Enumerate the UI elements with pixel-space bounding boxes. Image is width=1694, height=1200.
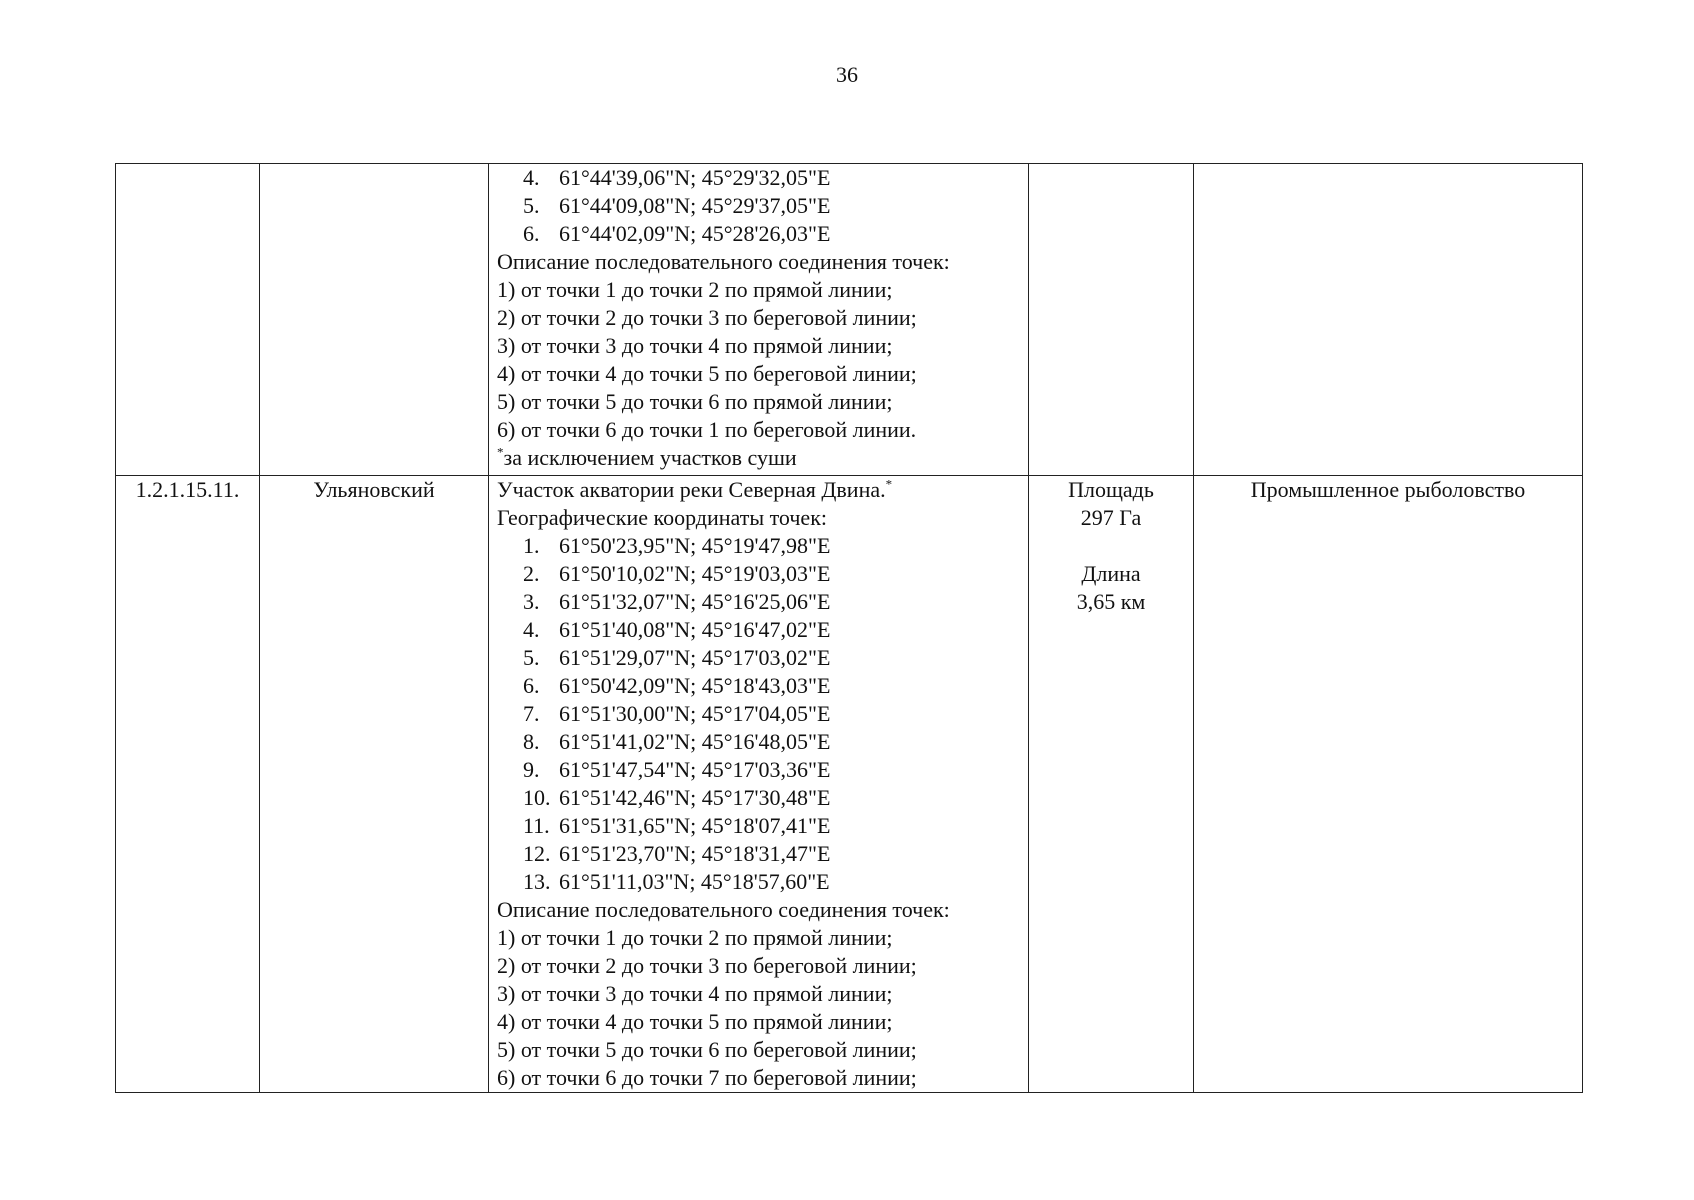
connection-item: 6) от точки 6 до точки 7 по береговой линии; <box>497 1065 917 1090</box>
area-name-cell: Ульяновский <box>260 476 489 1093</box>
coordinate-item <box>497 868 1020 896</box>
connection-list <box>497 276 1020 444</box>
area-description-cell <box>489 164 1029 476</box>
footnote-mark: * <box>885 476 893 492</box>
footnote-mark: * <box>497 444 504 460</box>
coordinate-item <box>497 220 1020 248</box>
coordinate-item <box>497 616 1020 644</box>
connection-list <box>497 924 1020 1092</box>
coordinate-item <box>497 672 1020 700</box>
connection-item: 4) от точки 4 до точки 5 по береговой линии; <box>497 361 917 386</box>
connection-item: 5) от точки 5 до точки 6 по прямой линии; <box>497 389 893 414</box>
footnote <box>497 444 1020 472</box>
connection-item: 4) от точки 4 до точки 5 по прямой линии; <box>497 1009 893 1034</box>
row-number-cell <box>116 164 260 476</box>
coordinate-value: 61°50'23,95"N; 45°19'47,98"E <box>559 533 831 558</box>
coordinate-list <box>497 532 1020 896</box>
coordinate-item <box>497 840 1020 868</box>
coordinate-item <box>497 812 1020 840</box>
coordinate-value: 61°51'47,54"N; 45°17'03,36"E <box>559 757 831 782</box>
connection-item: 5) от точки 5 до точки 6 по береговой линии; <box>497 1037 917 1062</box>
area-name-cell <box>260 164 489 476</box>
coordinate-value: 61°51'32,07"N; 45°16'25,06"E <box>559 589 831 614</box>
table-row <box>116 476 1583 1093</box>
coordinate-number: 10. <box>523 785 551 810</box>
coordinate-value: 61°51'42,46"N; 45°17'30,48"E <box>559 785 831 810</box>
connection-item: 2) от точки 2 до точки 3 по береговой линии; <box>497 953 917 978</box>
coordinate-value: 61°51'23,70"N; 45°18'31,47"E <box>559 841 831 866</box>
coordinate-number: 4. <box>523 165 540 190</box>
area-value: 297 Га <box>1080 505 1142 530</box>
coordinate-number: 5. <box>523 193 540 218</box>
table-row <box>116 164 1583 476</box>
connection-item: 1) от точки 1 до точки 2 по прямой линии; <box>497 925 893 950</box>
coordinate-number: 13. <box>523 869 551 894</box>
coordinate-value: 61°44'02,09"N; 45°28'26,03"E <box>559 221 831 246</box>
coordinate-item <box>497 192 1020 220</box>
coordinate-value: 61°51'31,65"N; 45°18'07,41"E <box>559 813 831 838</box>
coordinate-number: 4. <box>523 617 540 642</box>
coordinate-item <box>497 532 1020 560</box>
coordinate-value: 61°51'11,03"N; 45°18'57,60"E <box>559 869 830 894</box>
connection-item: 3) от точки 3 до точки 4 по прямой линии; <box>497 981 893 1006</box>
coordinates-title: Географические координаты точек: <box>497 505 827 530</box>
coordinate-number: 1. <box>523 533 540 558</box>
coordinate-item <box>497 644 1020 672</box>
usage-cell: Промышленное рыболовство <box>1194 476 1583 1093</box>
connection-item: 2) от точки 2 до точки 3 по береговой линии; <box>497 305 917 330</box>
row-number-cell: 1.2.1.15.11. <box>116 476 260 1093</box>
spacer <box>1037 532 1185 560</box>
area-label: Площадь <box>1068 477 1154 502</box>
coordinate-value: 61°44'09,08"N; 45°29'37,05"E <box>559 193 831 218</box>
coordinate-item <box>497 588 1020 616</box>
coordinate-value: 61°50'42,09"N; 45°18'43,03"E <box>559 673 831 698</box>
area-intro <box>497 476 1020 504</box>
length-label: Длина <box>1081 561 1141 586</box>
length-value: 3,65 км <box>1076 589 1146 614</box>
coordinate-item <box>497 784 1020 812</box>
fishing-areas-table <box>115 163 1583 1093</box>
area-intro-text: Участок акватории реки Северная Двина. <box>497 477 886 502</box>
coordinate-value: 61°51'29,07"N; 45°17'03,02"E <box>559 645 831 670</box>
coordinate-number: 2. <box>523 561 540 586</box>
coordinate-number: 11. <box>523 813 550 838</box>
coordinate-number: 9. <box>523 757 540 782</box>
coordinate-number: 7. <box>523 701 540 726</box>
coordinate-number: 6. <box>523 673 540 698</box>
coordinate-number: 3. <box>523 589 540 614</box>
connection-title: Описание последовательного соединения точек: <box>497 249 950 274</box>
footnote-text: за исключением участков суши <box>503 445 797 470</box>
usage-cell <box>1194 164 1583 476</box>
area-size-cell <box>1029 164 1194 476</box>
coordinate-value: 61°51'41,02"N; 45°16'48,05"E <box>559 729 831 754</box>
area-description-cell <box>489 476 1029 1093</box>
coordinate-item <box>497 728 1020 756</box>
coordinate-value: 61°51'40,08"N; 45°16'47,02"E <box>559 617 831 642</box>
coordinate-item <box>497 756 1020 784</box>
coordinate-list <box>497 164 1020 248</box>
coordinate-number: 8. <box>523 729 540 754</box>
coordinate-item <box>497 560 1020 588</box>
area-size-cell <box>1029 476 1194 1093</box>
coordinate-item <box>497 164 1020 192</box>
connection-item: 6) от точки 6 до точки 1 по береговой линии. <box>497 417 917 442</box>
connection-title: Описание последовательного соединения точек: <box>497 897 950 922</box>
coordinate-number: 12. <box>523 841 551 866</box>
connection-item: 1) от точки 1 до точки 2 по прямой линии; <box>497 277 893 302</box>
coordinate-value: 61°44'39,06"N; 45°29'32,05"E <box>559 165 831 190</box>
page-number: 36 <box>836 62 858 87</box>
connection-item: 3) от точки 3 до точки 4 по прямой линии; <box>497 333 893 358</box>
coordinate-value: 61°51'30,00"N; 45°17'04,05"E <box>559 701 831 726</box>
coordinate-item <box>497 700 1020 728</box>
coordinate-number: 5. <box>523 645 540 670</box>
coordinate-value: 61°50'10,02"N; 45°19'03,03"E <box>559 561 831 586</box>
coordinate-number: 6. <box>523 221 540 246</box>
